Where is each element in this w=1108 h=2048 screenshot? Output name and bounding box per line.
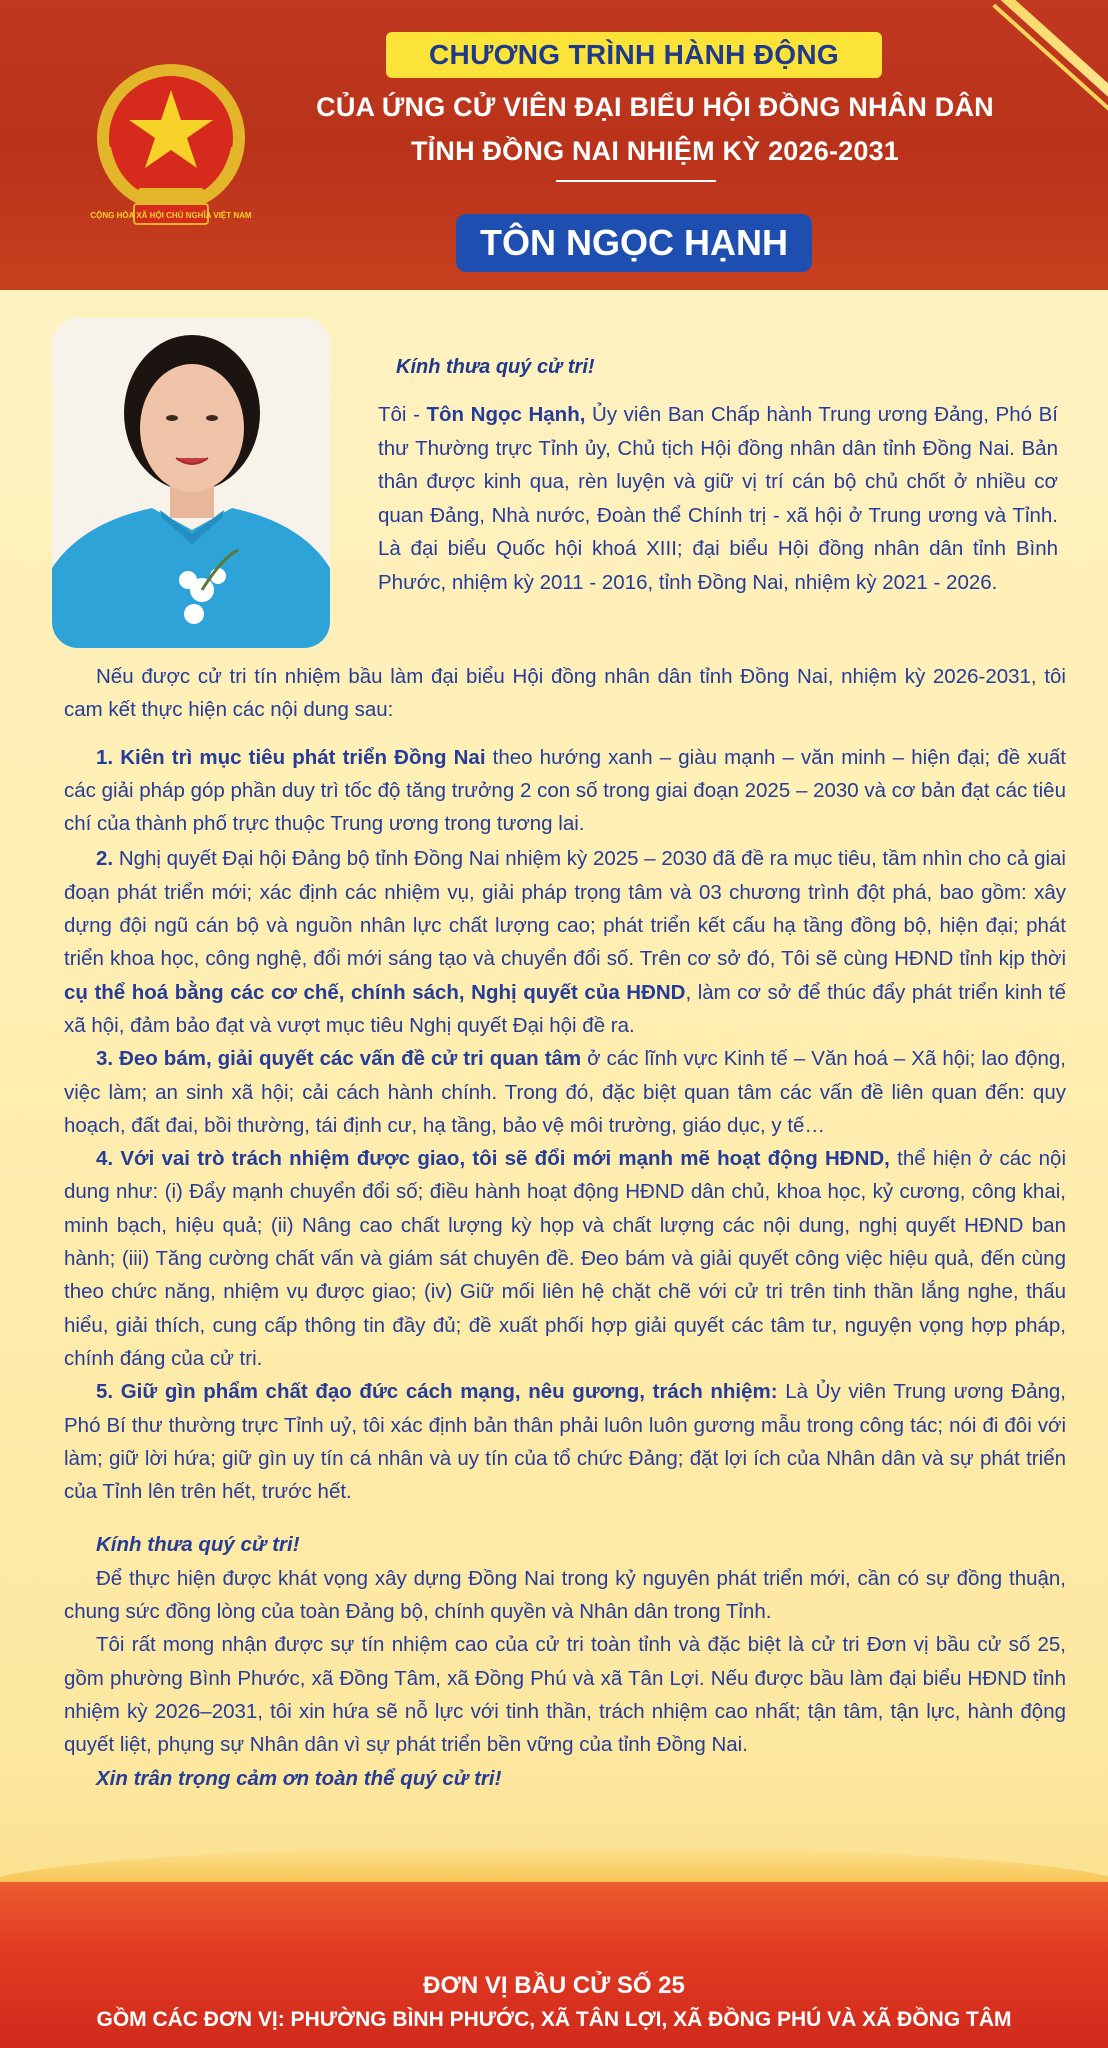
commitment-item-5	[64, 1375, 1066, 1508]
commitment-item-1	[64, 741, 1066, 841]
item-1-heading: 1. Kiên trì mục tiêu phát triển Đồng Nai	[96, 745, 486, 769]
closing-paragraph-1: Để thực hiện được khát vọng xây dựng Đồng Nai trong kỷ nguyên phát triển mới, cần có sự đồng thuận, chung sức đồng lòng của toàn Đảng bộ, chính quyền và Nhân dân trong Tỉnh.	[64, 1566, 1066, 1624]
item-2-bold: cụ thể hoá bằng các cơ chế, chính sách, Nghị quyết của HĐND	[64, 980, 686, 1004]
item-2-text-a: Nghị quyết Đại hội Đảng bộ tỉnh Đồng Nai nhiệm kỳ 2025 – 2030 đã đề ra mục tiêu, tầm nhìn cho cả giai đoạn phát triển mới; xác định các nhiệm vụ, giải pháp trọng tâm và 03 chương trình đột phá, bao gồm: xây dựng đội ngũ cán bộ và nguồn nhân lực chất lượng cao; phát triển kết cấu hạ tầng đồng bộ, hiện đại; phát triển khoa học, công nghệ, đổi mới sáng tạo và chuyển đổi số. Trên cơ sở đó, Tôi sẽ cùng HĐND tỉnh kịp thời	[64, 847, 1066, 971]
intro-greeting: Kính thưa quý cử tri!	[396, 356, 595, 378]
item-4-heading: 4. Với vai trò trách nhiệm được giao, tôi sẽ đổi mới mạnh mẽ hoạt động HĐND,	[96, 1147, 890, 1171]
commitments-body	[64, 660, 1066, 1795]
closing-thanks: Xin trân trọng cảm ơn toàn thể quý cử tri!	[96, 1766, 502, 1790]
intro-name: Tôn Ngọc Hạnh,	[426, 403, 586, 426]
commitment-item-4	[64, 1142, 1066, 1375]
subtitle-line1: CỦA ỨNG CỬ VIÊN ĐẠI BIỂU HỘI ĐỒNG NHÂN DÂN	[316, 92, 994, 122]
title-divider	[556, 180, 716, 182]
intro-rest: Ủy viên Ban Chấp hành Trung ương Đảng, Phó Bí thư Thường trực Tỉnh ủy, Chủ tịch Hội đồng nhân dân tỉnh Đồng Nai. Bản thân được kinh qua, rèn luyện và giữ vị trí cán bộ chủ chốt ở nhiều cơ quan Đảng, Nhà nước, Đoàn thể Chính trị - xã hội ở Trung ương và Tỉnh. Là đại biểu Quốc hội khoá XIII; đại biểu Hội đồng nhân dân tỉnh Bình Phước, nhiệm kỳ 2011 - 2016, tỉnh Đồng Nai, nhiệm kỳ 2021 - 2026.	[378, 403, 1058, 594]
item-1-text: theo hướng xanh – giàu mạnh – văn minh – hiện đại; đề xuất các giải pháp góp phần duy trì tốc độ tăng trưởng 2 con số trong giai đoạn 2025 – 2030 và cơ bản đạt các tiêu chí của thành phố trực thuộc Trung ương trong tương lai.	[64, 745, 1066, 836]
candidate-name: TÔN NGỌC HẠNH	[456, 214, 812, 272]
item-3-heading: 3. Đeo bám, giải quyết các vấn đề cử tri quan tâm	[96, 1047, 582, 1071]
closing-greeting: Kính thưa quý cử tri!	[96, 1533, 300, 1557]
item-5-text: Là Ủy viên Trung ương Đảng, Phó Bí thư thường trực Tỉnh uỷ, tôi xác định bản thân phải luôn luôn gương mẫu trong công tác; nói đi đôi với làm; giữ lời hứa; giữ gìn uy tín cá nhân và uy tín của tổ chức Đảng; đặt lợi ích của Nhân dân và sự phát triển của Tỉnh lên trên hết, trước hết.	[64, 1380, 1066, 1504]
item-2-number: 2.	[96, 847, 114, 871]
closing-paragraph-2: Tôi rất mong nhận được sự tín nhiệm cao của cử tri toàn tỉnh và đặc biệt là cử tri Đơn vị bầu cử số 25, gồm phường Bình Phước, xã Đồng Tâm, xã Đồng Phú và xã Tân Lợi. Nếu được bầu làm đại biểu HĐND tỉnh nhiệm kỳ 2026–2031, tôi xin hứa sẽ nỗ lực với tinh thần, trách nhiệm cao nhất; tận tâm, tận lực, hành động quyết liệt, phụng sự Nhân dân vì sự phát triển bền vững của tỉnh Đồng Nai.	[64, 1633, 1066, 1757]
item-4-text: thể hiện ở các nội dung như: (i) Đẩy mạnh chuyển đổi số; điều hành hoạt động HĐND dân chủ, khoa học, kỷ cương, công khai, minh bạch, hiệu quả; (ii) Nâng cao chất lượng kỳ họp và chất lượng các nội dung, nghị quyết HĐND ban hành; (iii) Tăng cường chất vấn và giám sát chuyên đề. Đeo bám và giải quyết công việc hiệu quả, đến cùng theo chức năng, nhiệm vụ được giao; (iv) Giữ mối liên hệ chặt chẽ với cử tri trên tinh thần lắng nghe, thấu hiểu, giải thích, cung cấp thông tin đầy đủ; đề xuất phối hợp giải quyết các tâm tư, nguyện vọng hợp pháp, chính đáng của cử tri.	[64, 1147, 1066, 1370]
footer-unit-list: GỒM CÁC ĐƠN VỊ: PHƯỜNG BÌNH PHƯỚC, XÃ TÂN LỢI, XÃ ĐỒNG PHÚ VÀ XÃ ĐỒNG TÂM	[96, 2008, 1012, 2031]
subtitle-line2: TỈNH ĐỒNG NAI NHIỆM KỲ 2026-2031	[410, 136, 900, 166]
commitment-lead: Nếu được cử tri tín nhiệm bầu làm đại biểu Hội đồng nhân dân tỉnh Đồng Nai, nhiệm kỳ 2026-2031, tôi cam kết thực hiện các nội dung sau:	[64, 665, 1066, 722]
footer-unit-title: ĐƠN VỊ BẦU CỬ SỐ 25	[423, 1972, 685, 1999]
item-5-heading: 5. Giữ gìn phẩm chất đạo đức cách mạng, nêu gương, trách nhiệm:	[96, 1380, 778, 1404]
header-banner	[0, 0, 1108, 290]
emblem-text: CỘNG HÒA XÃ HỘI CHỦ NGHĨA VIỆT NAM	[90, 211, 252, 220]
program-title: CHƯƠNG TRÌNH HÀNH ĐỘNG	[386, 32, 882, 78]
item-3-text: ở các lĩnh vực Kinh tế – Văn hoá – Xã hội; lao động, việc làm; an sinh xã hội; cải cách hành chính. Trong đó, đặc biệt quan tâm các vấn đề liên quan đến: quy hoạch, đất đai, bồi thường, tái định cư, hạ tầng, bảo vệ môi trường, giáo dục, y tế…	[64, 1047, 1067, 1137]
intro-paragraph	[378, 398, 1058, 599]
national-emblem-icon	[86, 58, 256, 236]
intro-prefix: Tôi -	[378, 403, 427, 426]
candidate-portrait	[52, 318, 330, 648]
item-2-text-b: , làm cơ sở để thúc đẩy phát triển kinh tế xã hội, đảm bảo đạt và vượt mục tiêu Nghị quyết Đại hội đề ra.	[64, 980, 1066, 1037]
commitment-item-3	[64, 1042, 1066, 1142]
commitment-item-2	[64, 842, 1066, 1042]
